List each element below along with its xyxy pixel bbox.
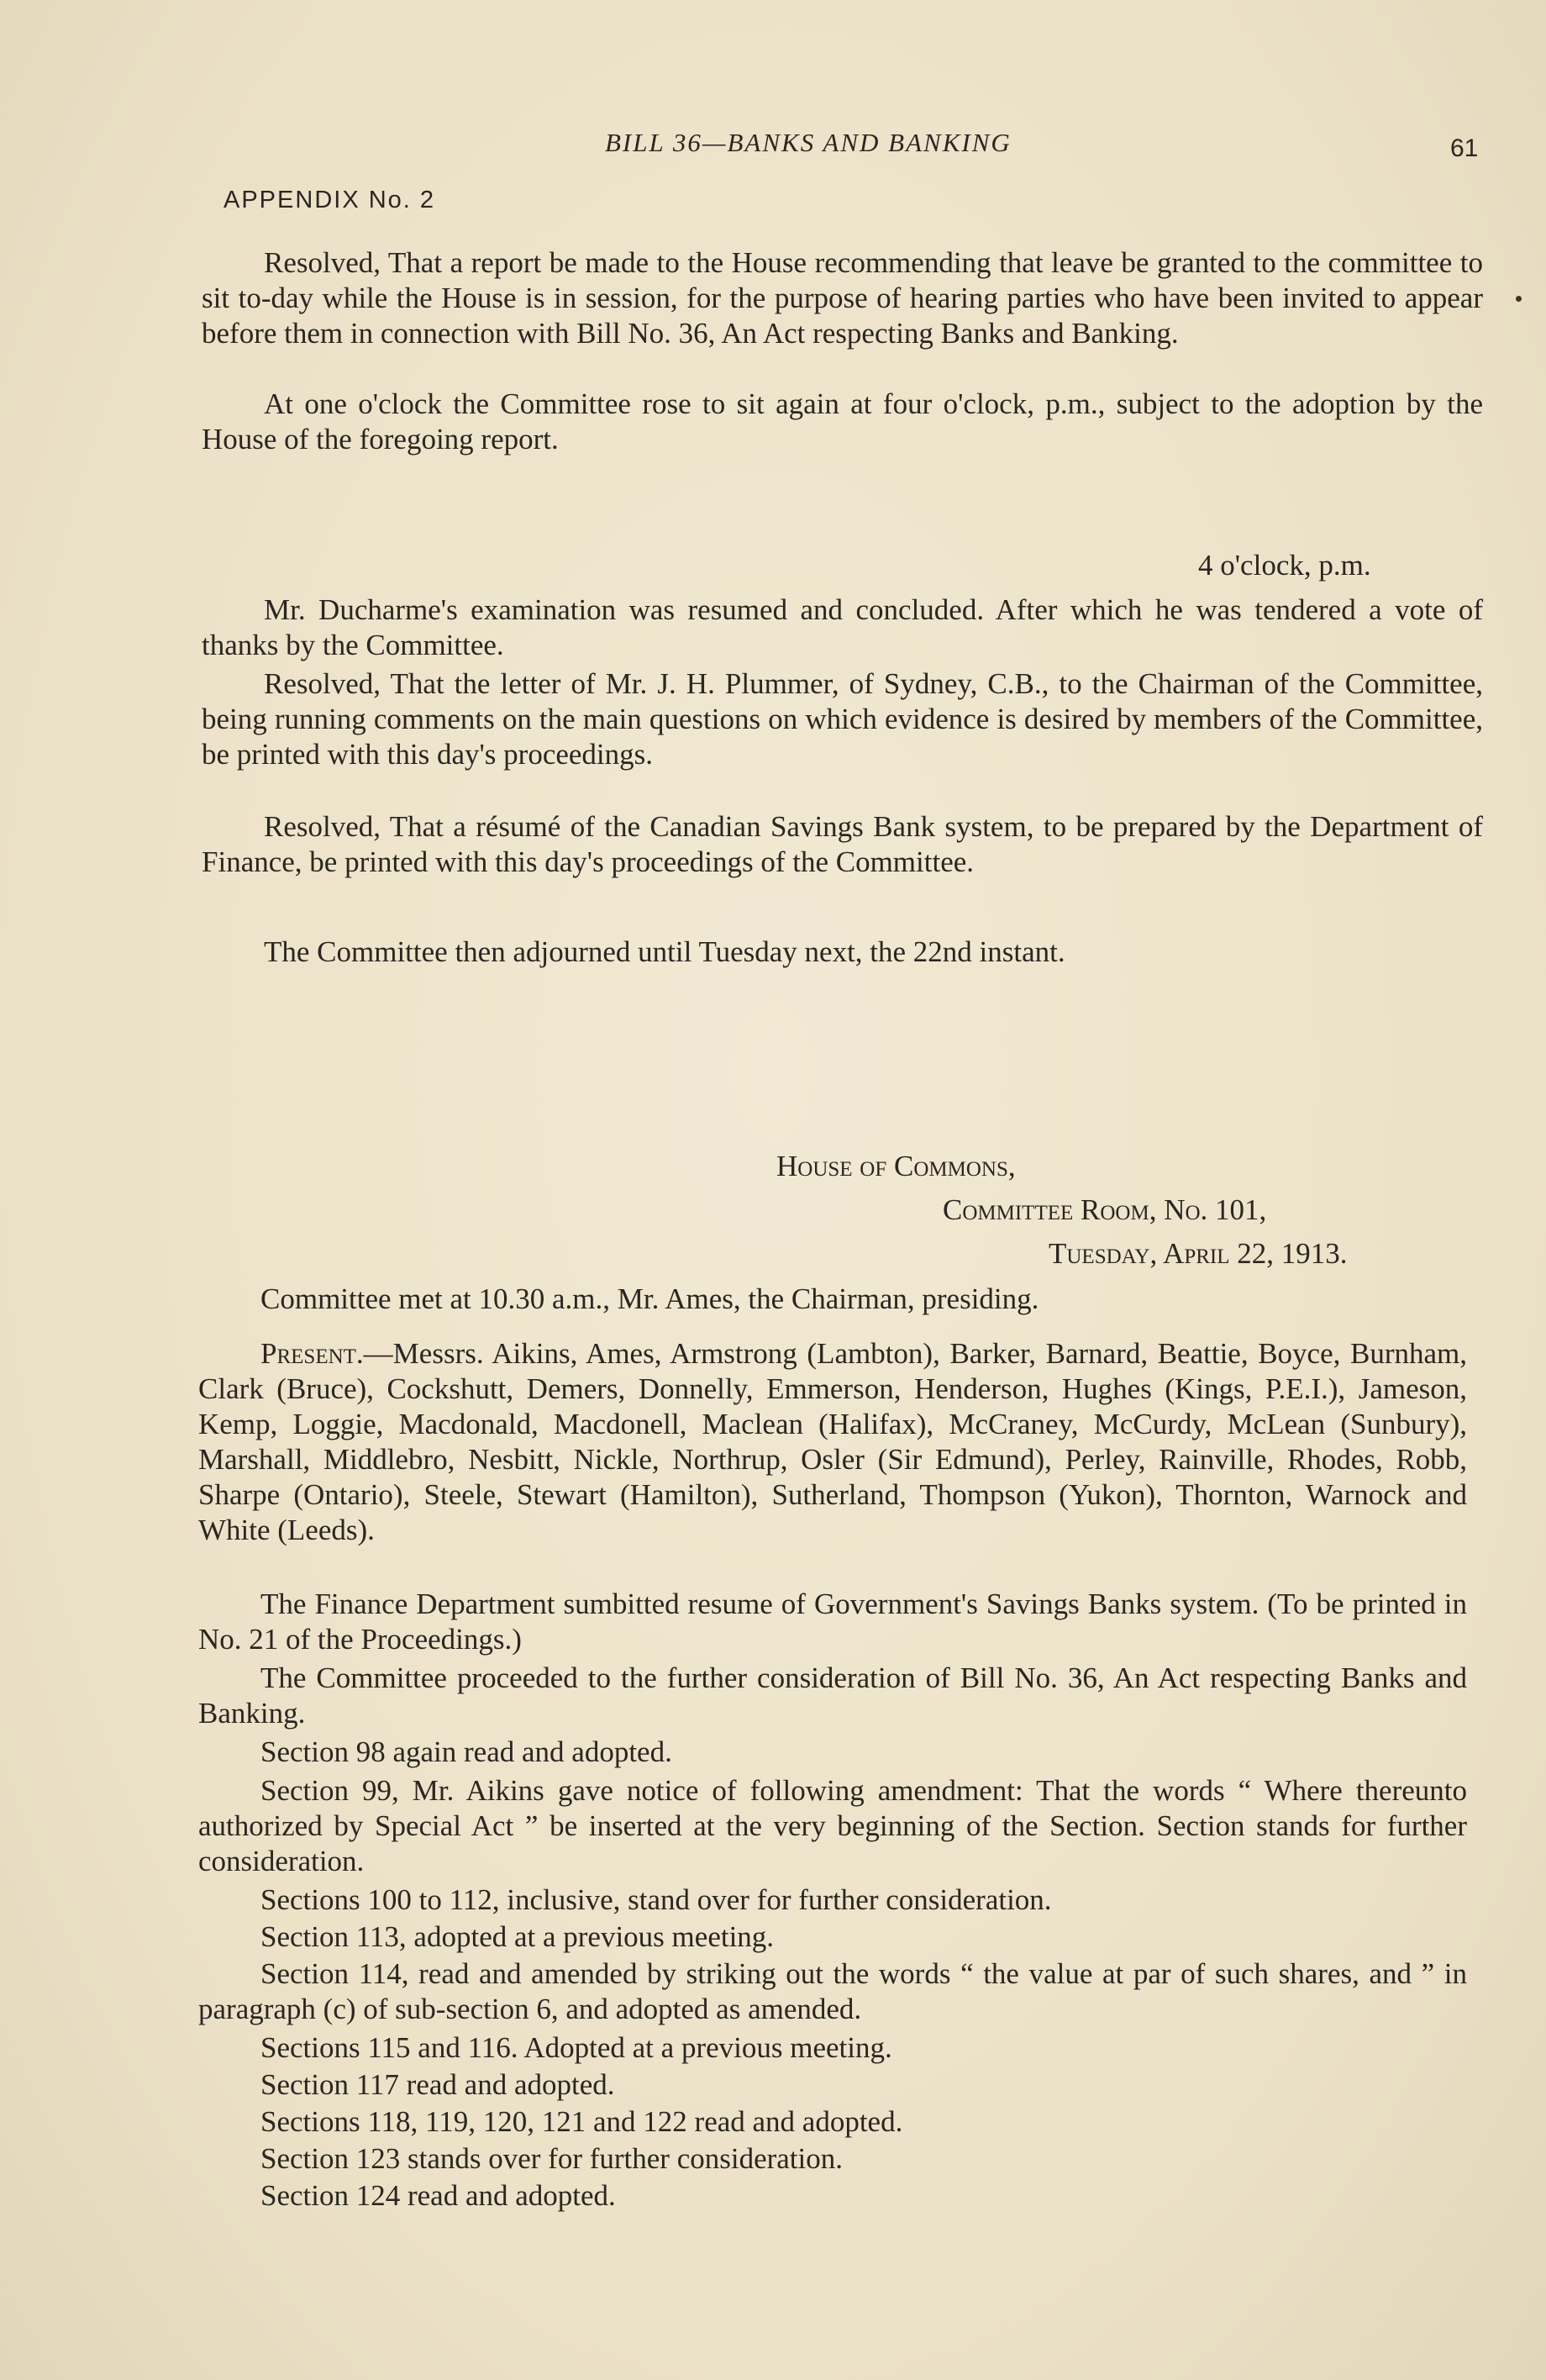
present-label: Present. [260,1337,364,1370]
section-124: Section 124 read and adopted. [260,2179,616,2212]
section-117: Section 117 read and adopted. [260,2068,615,2101]
address-date: Tuesday, April 22, 1913. [1049,1237,1348,1270]
plummer-resolution-paragraph: Resolved, That the letter of Mr. J. H. Plummer, of Sydney, C.B., to the Chairman of the Committee, being running comments on the main questions on which evidence is desired by members of the Committee, be printed with this day's proceedings. [202,667,1483,771]
section-123: Section 123 stands over for further consideration. [260,2142,844,2175]
sections-115-116: Sections 115 and 116. Adopted at a previous meeting. [260,2031,892,2064]
proceeded-paragraph: The Committee proceeded to the further consideration of Bill No. 36, An Act respecting Banks and Banking. [198,1661,1467,1730]
running-title: BILL 36—BANKS AND BANKING [605,128,1012,157]
page-number: 61 [1450,134,1479,162]
address-room: Committee Room, No. 101, [943,1193,1267,1226]
finance-paragraph: The Finance Department sumbitted resume of Government's Savings Banks system. (To be printed in No. 21 of the Proceedings.) [198,1588,1467,1656]
margin-speck [1516,296,1522,302]
present-members: —Messrs. Aikins, Ames, Armstrong (Lambton), Barker, Barnard, Beattie, Boyce, Burnham, Clark (Bruce), Cockshutt, Demers, Donnelly, Emmerson, Henderson, Hughes (Kings, P.E.I.), Jameson, Kemp, Loggie, Macdonald, Macdonell, Maclean (Halifax), McCraney, McCurdy, McLean (Sunbury), Marshall, Middlebro, Nesbitt, Nickle, Northrup, Osler (Sir Edmund), Perley, Rainville, Rhodes, Robb, Sharpe (Ontario), Steele, Stewart (Hamilton), Sutherland, Thompson (Yukon), Thornton, Warnock and White (Leeds). [198,1337,1467,1546]
committee-met-paragraph: Committee met at 10.30 a.m., Mr. Ames, the Chairman, presiding. [260,1282,1039,1315]
session-time: 4 o'clock, p.m. [1198,549,1371,582]
address-house: House of Commons, [776,1150,1016,1182]
appendix-label: APPENDIX No. 2 [223,187,436,213]
present-paragraph [198,1336,1467,1548]
committee-rose-paragraph: At one o'clock the Committee rose to sit again at four o'clock, p.m., subject to the adoption by the House of the foregoing report. [202,387,1483,455]
running-head [0,128,1546,178]
resolution-paragraph: Resolved, That a report be made to the House recommending that leave be granted to the committee to sit to-day while the House is in session, for the purpose of hearing parties who have been invited to appear before them in connection with Bill No. 36, An Act respecting Banks and Banking. [202,246,1483,350]
section-113: Section 113, adopted at a previous meeting. [260,1920,775,1953]
savings-bank-resolution-paragraph: Resolved, That a résumé of the Canadian Savings Bank system, to be prepared by the Department of Finance, be printed with this day's proceedings of the Committee. [202,810,1483,878]
section-114: Section 114, read and amended by striking out the words “ the value at par of such shares, and ” in paragraph (c) of sub-section 6, and adopted as amended. [198,1957,1467,2025]
sections-100-112: Sections 100 to 112, inclusive, stand over for further consideration. [260,1883,1052,1916]
ducharme-paragraph: Mr. Ducharme's examination was resumed and concluded. After which he was tendered a vote of thanks by the Committee. [202,593,1483,661]
sections-118-122: Sections 118, 119, 120, 121 and 122 read and adopted. [260,2105,903,2138]
section-98: Section 98 again read and adopted. [260,1735,672,1768]
adjourned-paragraph: The Committee then adjourned until Tuesday next, the 22nd instant. [264,935,1065,968]
section-99: Section 99, Mr. Aikins gave notice of following amendment: That the words “ Where thereunto authorized by Special Act ” be inserted at the very beginning of the Section. Section stands for further consideration. [198,1774,1467,1877]
